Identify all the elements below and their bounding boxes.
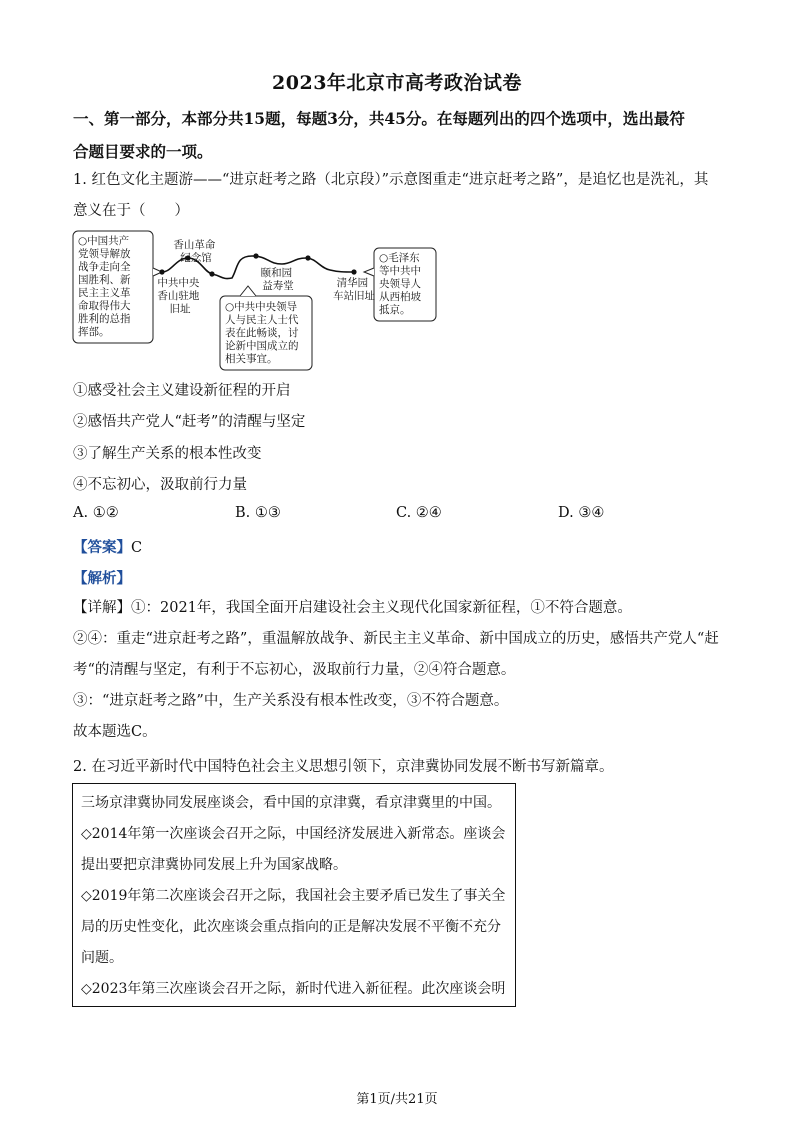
route-stop-dot <box>253 253 258 258</box>
right-note-text: ○毛泽东 等中共中 央领导人 从西柏坡 抵京。 <box>379 252 421 316</box>
answer-tag: 【答案】 <box>73 539 131 556</box>
page-title: 2023年北京市高考政治试卷 <box>272 72 522 94</box>
stem-line: 意义在于（ ） <box>73 203 189 219</box>
route-diagram <box>72 228 442 373</box>
material-line: ◇2014年第一次座谈会召开之际，中国经济发展进入新常态。座谈会 <box>81 826 506 842</box>
material-line: ◇2023年第三次座谈会召开之际，新时代进入新征程。此次座谈会明 <box>81 981 506 997</box>
question-2-material-box <box>72 783 516 1007</box>
middle-callout-arrow <box>240 286 256 296</box>
material-line: 局的历史性变化，此次座谈会重点指向的正是解决发展不平衡不充分 <box>81 919 501 935</box>
stop-label-qinghuayuan-station: 清华园 车站旧址 <box>333 277 375 302</box>
choice-d[interactable]: D. ③④ <box>558 505 605 521</box>
statement-3: ③了解生产关系的根本性改变 <box>73 446 262 462</box>
detail-explanation <box>73 593 723 748</box>
analysis-line <box>73 567 131 588</box>
detail-line: 【详解】①：2021年，我国全面开启建设社会主义现代化国家新征程，①不符合题意。 <box>73 600 632 616</box>
detail-line: 故本题选C。 <box>73 724 157 740</box>
material-line: 提出要把京津冀协同发展上升为国家战略。 <box>81 857 347 873</box>
detail-line: ③：“进京赶考之路”中，生产关系没有根本性改变，③不符合题意。 <box>73 693 509 709</box>
answer-value: C <box>131 540 143 556</box>
question-2-stem: 2. 在习近平新时代中国特色社会主义思想引领下，京津冀协同发展不断书写新篇章。 <box>73 759 614 775</box>
choice-c[interactable]: C. ②④ <box>396 505 442 521</box>
route-stop-dot <box>209 271 214 276</box>
stem-line: 1. 红色文化主题游——“进京赶考之路（北京段）”示意图重走“进京赶考之路”，是追忆也是洗礼，其 <box>73 172 709 188</box>
stop-label-xiangshan-site: 中共中央 香山驻地 旧址 <box>157 277 200 315</box>
statement-2: ②感悟共产党人“赶考”的清醒与坚定 <box>73 414 306 430</box>
page-footer: 第1页/共21页 <box>356 1092 438 1107</box>
left-note-text: ○中国共产 党领导解放 战争走向全 国胜利、新 民主主义革 命取得伟大 胜利的总指 挥部。 <box>78 235 131 338</box>
material-line: ◇2019年第二次座谈会召开之际，我国社会主要矛盾已发生了事关全 <box>81 888 506 904</box>
stop-label-summer-palace: 颐和园 益寿堂 <box>260 267 294 292</box>
statement-1: ①感受社会主义建设新征程的开启 <box>73 383 291 399</box>
stop-label-xiangshan-memorial: 香山革命 纪念馆 <box>173 239 216 264</box>
question-1-stem <box>73 165 723 227</box>
material-line: 问题。 <box>81 950 123 966</box>
section-heading-line: 合题目要求的一项。 <box>73 142 213 161</box>
route-stop-dot <box>159 269 164 274</box>
choice-a[interactable]: A. ①② <box>73 505 119 521</box>
statement-4: ④不忘初心，汲取前行力量 <box>73 477 247 493</box>
answer-line <box>73 536 142 557</box>
right-callout-arrow <box>364 268 374 276</box>
middle-note-text: ○中共中央领导 人与民主人士代 表在此畅谈，讨 论新中国成立的 相关事宜。 <box>225 301 299 365</box>
section-heading-line: 一、第一部分，本部分共15题，每题3分，共45分。在每题列出的四个选项中，选出最符 <box>73 109 685 128</box>
route-stop-dot <box>351 269 356 274</box>
answer-choices <box>73 505 723 525</box>
material-line: 三场京津冀协同发展座谈会，看中国的京津冀，看京津冀里的中国。 <box>81 795 501 811</box>
detail-line: 考“的清醒与坚定，有利于不忘初心，汲取前行力量，②④符合题意。 <box>73 662 516 678</box>
route-stop-dot <box>305 255 310 260</box>
choice-b[interactable]: B. ①③ <box>235 505 281 521</box>
section-heading <box>73 102 723 168</box>
detail-line: ②④：重走“进京赶考之路”，重温解放战争、新民主主义革命、新中国成立的历史，感悟共产党人“赶 <box>73 631 719 647</box>
analysis-tag: 【解析】 <box>73 570 131 587</box>
